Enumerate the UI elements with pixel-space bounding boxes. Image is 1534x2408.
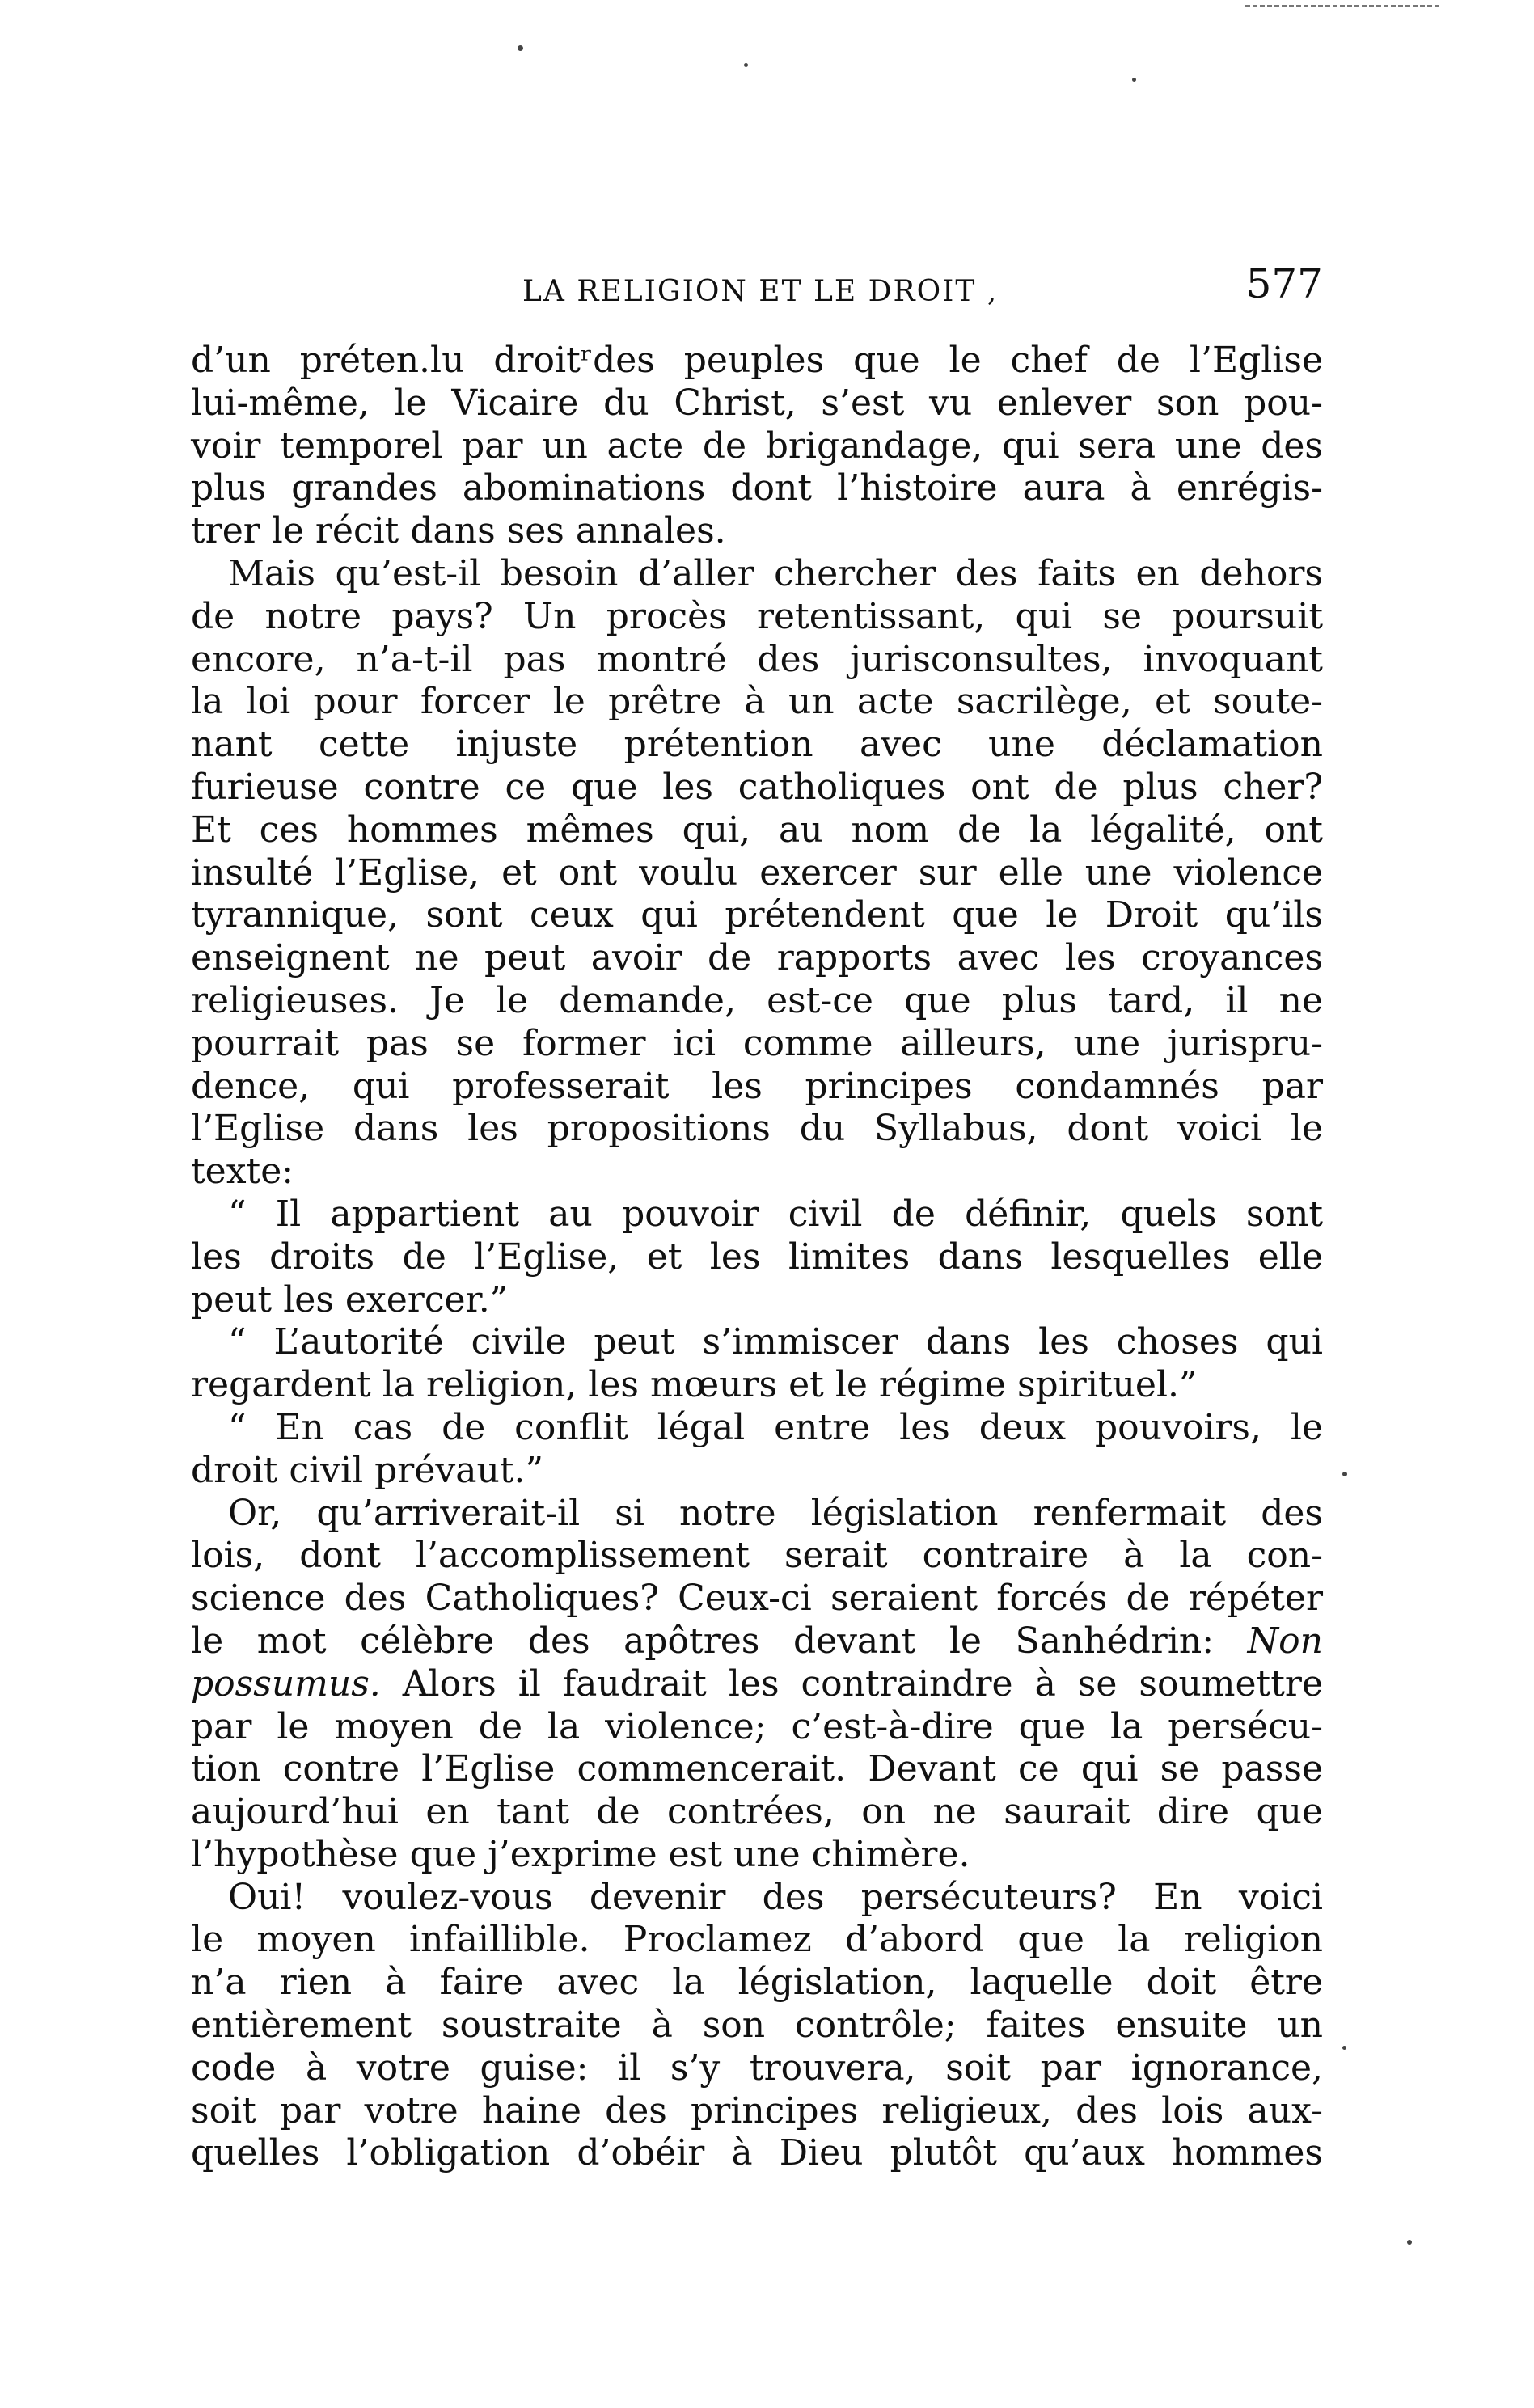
text-line: le moyen infaillible. Proclamez d’abord que la religion <box>191 1919 1323 1961</box>
italic-phrase: Non <box>1247 1620 1323 1662</box>
text-line: furieuse contre ce que les catholiques ont de plus cher? <box>191 766 1323 808</box>
text-line: “ L’autorité civile peut s’immiscer dans les choses qui <box>228 1321 1323 1363</box>
text-line: tion contre l’Eglise commencerait. Devant ce qui se passe <box>191 1748 1323 1790</box>
scan-speck <box>1342 1472 1347 1476</box>
text-line: Or, qu’arriverait-il si notre législation renfermait des <box>228 1492 1323 1534</box>
text-line: insulté l’Eglise, et ont voulu exercer sur elle une violence <box>191 851 1323 893</box>
running-header <box>191 257 1323 314</box>
text-line: la loi pour forcer le prêtre à un acte sacrilège, et soute- <box>191 681 1323 723</box>
text-line: soit par votre haine des principes religieux, des lois aux- <box>191 2089 1323 2131</box>
text-line: l’hypothèse que j’exprime est une chimère. <box>191 1833 970 1875</box>
text-line: d’un préten.lu droitʳdes peuples que le chef de l’Eglise <box>191 340 1323 381</box>
text-segment: le mot célèbre des apôtres devant le Sanhédrin: <box>191 1620 1215 1662</box>
text-line <box>191 1663 1323 1706</box>
text-line: l’Eglise dans les propositions du Syllabus, dont voici le <box>191 1108 1323 1150</box>
text-line: lois, dont l’accomplissement serait contraire à la con- <box>191 1535 1323 1577</box>
text-line: tyrannique, sont ceux qui prétendent que le Droit qu’ils <box>191 894 1323 936</box>
text-line: pourrait pas se former ici comme ailleurs, une jurispru- <box>191 1022 1323 1064</box>
text-segment: Alors il faudrait les contraindre à se soumettre <box>402 1662 1323 1705</box>
running-title: LA RELIGION ET LE DROIT , <box>522 275 999 308</box>
text-line: peut les exercer.” <box>191 1278 509 1320</box>
text-line: texte: <box>191 1151 294 1193</box>
text-line: plus grandes abominations dont l’histoire aura à enrégis- <box>191 467 1323 509</box>
scan-speck <box>1342 2046 1346 2050</box>
italic-phrase: possumus. <box>191 1662 381 1705</box>
text-line <box>191 1620 1323 1663</box>
text-line: Mais qu’est-il besoin d’aller chercher des faits en dehors <box>228 552 1323 594</box>
text-line: droit civil prévaut.” <box>191 1449 543 1491</box>
text-line: les droits de l’Eglise, et les limites dans lesquelles elle <box>191 1236 1323 1278</box>
text-line: nant cette injuste prétention avec une déclamation <box>191 724 1323 766</box>
text-line: de notre pays? Un procès retentissant, qui se poursuit <box>191 595 1323 637</box>
text-line: quelles l’obligation d’obéir à Dieu plutôt qu’aux hommes <box>191 2132 1323 2174</box>
text-line: voir temporel par un acte de brigandage, qui sera une des <box>191 425 1323 467</box>
body-text <box>191 340 1323 2175</box>
text-line: regardent la religion, les mœurs et le régime spirituel.” <box>191 1364 1198 1406</box>
scan-speck <box>518 45 523 51</box>
text-line: lui-même, le Vicaire du Christ, s’est vu enlever son pou- <box>191 382 1323 424</box>
scan-speck <box>1132 78 1136 82</box>
text-line: entièrement soustraite à son contrôle; faites ensuite un <box>191 2005 1323 2047</box>
text-line: encore, n’a-t-il pas montré des jurisconsultes, invoquant <box>191 638 1323 680</box>
text-line: trer le récit dans ses annales. <box>191 510 726 552</box>
text-line: “ En cas de conflit légal entre les deux pouvoirs, le <box>228 1406 1323 1448</box>
scan-speck <box>1407 2240 1412 2245</box>
text-line: code à votre guise: il s’y trouvera, soit par ignorance, <box>191 2047 1323 2089</box>
text-line: science des Catholiques? Ceux-ci seraient forcés de répéter <box>191 1578 1323 1620</box>
text-line: par le moyen de la violence; c’est-à-dire que la persécu- <box>191 1705 1323 1747</box>
scan-speck <box>744 63 748 67</box>
text-line: “ Il appartient au pouvoir civil de définir, quels sont <box>228 1193 1323 1235</box>
scan-artifact-rule <box>1245 5 1439 7</box>
text-line: dence, qui professerait les principes condamnés par <box>191 1065 1323 1107</box>
text-line: n’a rien à faire avec la législation, laquelle doit être <box>191 1962 1323 2004</box>
page-number: 577 <box>1245 260 1323 307</box>
text-line: Et ces hommes mêmes qui, au nom de la légalité, ont <box>191 809 1323 851</box>
text-line: Oui! voulez-vous devenir des persécuteurs? En voici <box>228 1876 1323 1918</box>
text-line: enseignent ne peut avoir de rapports avec les croyances <box>191 937 1323 979</box>
text-line: religieuses. Je le demande, est-ce que plus tard, il ne <box>191 979 1323 1021</box>
text-line: aujourd’hui en tant de contrées, on ne saurait dire que <box>191 1791 1323 1833</box>
